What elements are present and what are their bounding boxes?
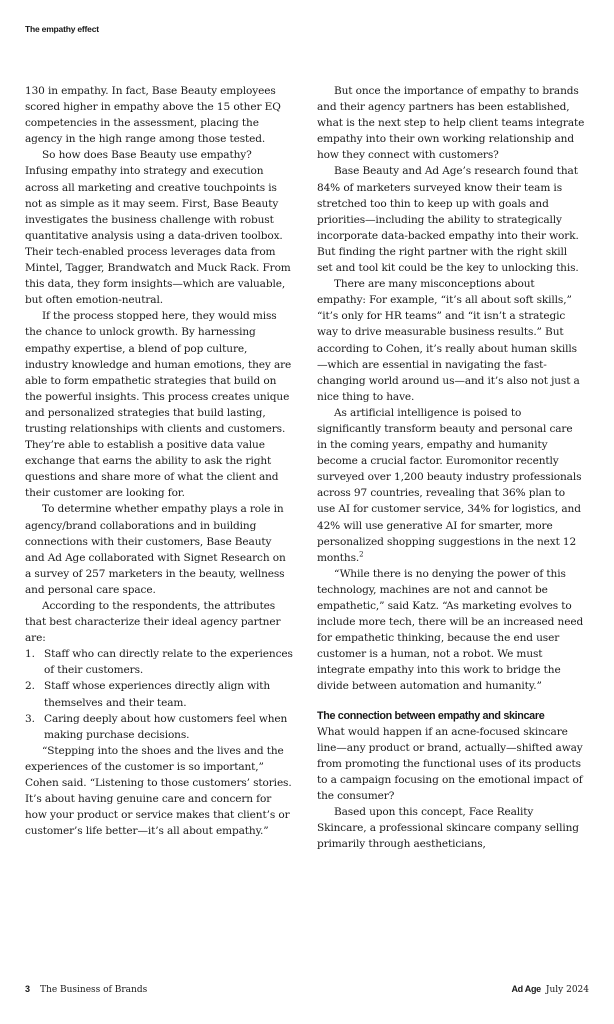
body-paragraph: To determine whether empathy plays a role in agency/brand collaborations and in building connections with their customers, Base Beauty and Ad Age collaborated with Signet Research on a survey of 257 marketers in the beauty, wellness and personal care space. xyxy=(25,503,286,596)
ai-paragraph xyxy=(317,405,585,566)
body-paragraph: If the process stopped here, they would miss the chance to unlock growth. By harnessing empathy expertise, a blend of pop culture, industry knowledge and human emotions, they are able to form empathetic strategies that build on the powerful insights. This process creates unique and personalized strategies that build lasting, trusting relationships with clients and customers. They’re able to establish a positive data value exchange that earns the ability to ask the right questions and share more of what the client and their customer are looking for. xyxy=(25,310,292,500)
list-item xyxy=(25,711,293,743)
left-column xyxy=(25,83,293,839)
body-paragraph: So how does Base Beauty use empathy? Infusing empathy into strategy and execution across all marketing and creative touchpoints is not as simple as it may seem. First, Base Beauty investigates the business challenge with robust quantitative analysis using a data-driven toolbox. Their tech-enabled process leverages data from Mintel, Tagger, Brandwatch and Muck Rack. From this data, they form insights—which are valuable, but often emotion-neutral. xyxy=(25,149,291,307)
list-number: 1. xyxy=(25,648,35,661)
page-footer xyxy=(25,984,589,995)
body-paragraph: Based upon this concept, Face Reality Skincare, a professional skincare company selling primarily through aestheticians, xyxy=(317,806,579,851)
body-paragraph: Base Beauty and Ad Age’s research found that 84% of marketers surveyed know their team is stretched too thin to keep up with goals and priorities—including the ability to strategically incorporate data-backed empathy into their work. But finding the right partner with the right skill set and tool kit could be the key to unlocking this. xyxy=(317,165,579,275)
body-paragraph: According to the respondents, the attributes that best characterize their ideal agency partner are: xyxy=(25,600,281,645)
brand-logo: Ad Age xyxy=(511,984,541,994)
right-column xyxy=(317,83,585,852)
body-paragraph: But once the importance of empathy to brands and their agency partners has been established, what is the next step to help client teams integrate empathy into their own working relationship and how they connect with customers? xyxy=(317,85,585,162)
subhead: The connection between empathy and skincare xyxy=(317,709,545,722)
katz-quote-paragraph: “While there is no denying the power of this technology, machines are not and cannot be empathetic,” said Katz. “As marketing evolves to include more tech, there will be an increased need for empathetic thinking, because the end user customer is a human, not a robot. We must integrate empathy into this work to bridge the divide between automation and humanity.” xyxy=(317,567,584,693)
page-number: 3 xyxy=(25,984,31,994)
list-text: Staff whose experiences directly align with themselves and their team. xyxy=(44,680,271,709)
body-paragraph: What would happen if an acne-focused skincare line—any product or brand, actually—shifted away from promoting the functional uses of its products to a campaign focusing on the emotional impact of the consumer? xyxy=(317,725,583,802)
list-number: 2. xyxy=(25,680,35,693)
publication-name: The Business of Brands xyxy=(40,985,148,995)
body-paragraph: 130 in empathy. In fact, Base Beauty employees scored higher in empathy above the 15 other EQ competencies in the assessment, placing the agency in the high range among those tested. xyxy=(25,85,281,146)
list-item xyxy=(25,646,293,678)
cohen-quote-paragraph: “Stepping into the shoes and the lives and the experiences of the customer is so important,” Cohen said. “Listening to those customers’ stories. It’s about having genuine care and concern for how your product or service makes that client’s or customer’s life better—it’s all about empathy.” xyxy=(25,744,292,838)
ai-paragraph-text: As artificial intelligence is poised to significantly transform beauty and personal care in the coming years, empathy and humanity become a crucial factor. Euromonitor recently surveyed over 1,200 beauty industry professionals across 97 countries, revealing that 36% plan to use AI for customer service, 34% for logistics, and 42% will use generative AI for smarter, more personalized shopping suggestions in the next 12 months. xyxy=(317,406,582,564)
list-item xyxy=(25,678,293,710)
footer-right xyxy=(511,984,589,995)
issue-date: July 2024 xyxy=(545,985,589,995)
attributes-list xyxy=(25,646,293,743)
body-paragraph: There are many misconceptions about empathy: For example, “it’s all about soft skills,” “it’s only for HR teams” and “it isn’t a strategic way to drive measurable business results.” But according to Cohen, it’s really about human skills—which are essential in navigating the fast-changing world around us—and it’s also not just a nice thing to have. xyxy=(317,278,580,403)
section-header: The empathy effect xyxy=(25,24,99,34)
footnote-marker: 2 xyxy=(359,550,364,559)
list-text: Staff who can directly relate to the experiences of their customers. xyxy=(44,648,293,677)
list-number: 3. xyxy=(25,712,35,725)
list-text: Caring deeply about how customers feel when making purchase decisions. xyxy=(44,712,288,741)
